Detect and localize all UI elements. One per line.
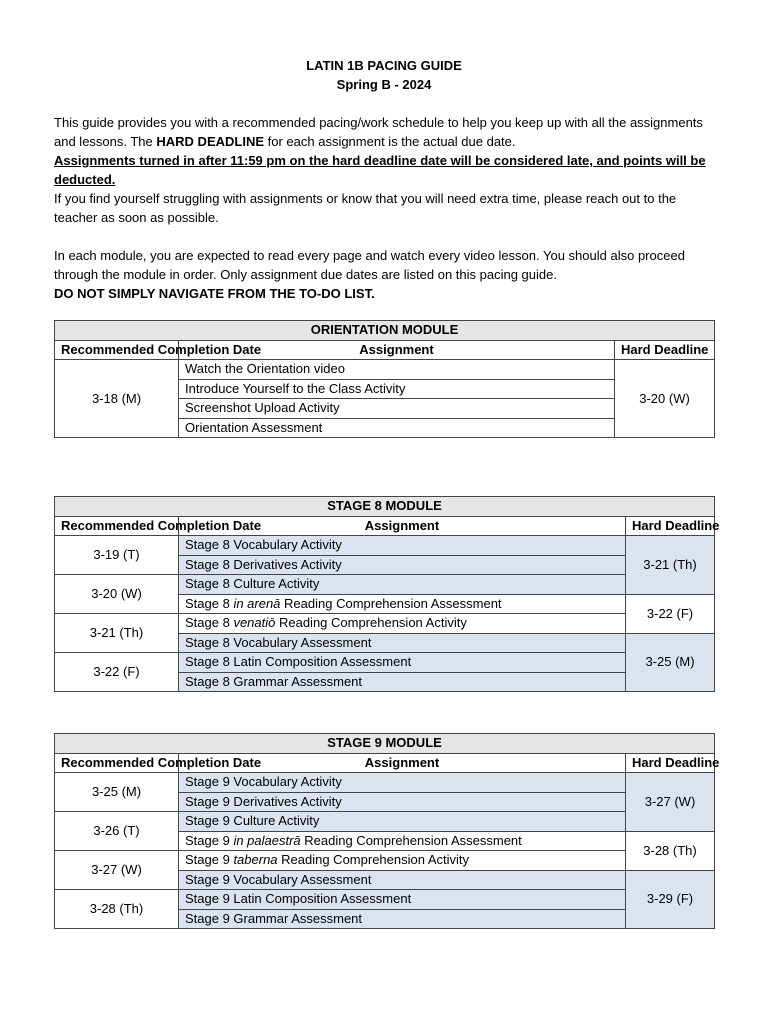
assignment-item: Stage 8 Vocabulary Activity xyxy=(179,536,626,556)
assignment-item: Stage 8 Latin Composition Assessment xyxy=(179,653,626,673)
hard-deadline-emphasis: HARD DEADLINE xyxy=(156,134,265,149)
intro-paragraph-2: If you find yourself struggling with assignments or know that you will need extra time, please reach out to the teacher as soon as possible. xyxy=(54,191,677,225)
completion-date: 3-20 (W) xyxy=(55,575,179,614)
stage-8-module-table xyxy=(54,496,720,692)
assignment-item: Stage 9 Latin Composition Assessment xyxy=(179,890,626,910)
orientation-module-table xyxy=(54,320,715,438)
hard-deadline-header: Hard Deadline xyxy=(626,516,715,536)
intro-block-2 xyxy=(54,246,714,303)
hard-deadline: 3-29 (F) xyxy=(626,870,715,929)
assignment-item: Stage 9 Derivatives Activity xyxy=(179,792,626,812)
completion-date: 3-28 (Th) xyxy=(55,890,179,929)
todo-list-warning: DO NOT SIMPLY NAVIGATE FROM THE TO-DO LIST. xyxy=(54,286,375,301)
hard-deadline-header: Hard Deadline xyxy=(626,753,715,773)
page-subtitle: Spring B - 2024 xyxy=(336,77,432,92)
stage-9-module-table xyxy=(54,733,720,929)
page-title: LATIN 1B PACING GUIDE xyxy=(306,58,462,73)
assignment-item: Stage 9 taberna Reading Comprehension Activity xyxy=(179,851,626,871)
assignment-header: Assignment xyxy=(179,516,626,536)
module-title: STAGE 9 MODULE xyxy=(55,734,715,754)
intro-paragraph-3: In each module, you are expected to read every page and watch every video lesson. You should also proceed through the module in order. Only assignment due dates are listed on this pacing guide. xyxy=(54,248,685,282)
assignment-item: Stage 9 Vocabulary Assessment xyxy=(179,870,626,890)
assignment-item: Stage 8 Culture Activity xyxy=(179,575,626,595)
hard-deadline: 3-22 (F) xyxy=(626,594,715,633)
hard-deadline: 3-27 (W) xyxy=(626,773,715,832)
completion-date-header: Recommended Completion Date xyxy=(55,753,179,773)
completion-date: 3-21 (Th) xyxy=(55,614,179,653)
completion-date: 3-19 (T) xyxy=(55,536,179,575)
completion-date-header: Recommended Completion Date xyxy=(55,340,179,360)
assignment-item: Stage 8 Grammar Assessment xyxy=(179,672,626,692)
assignment-header: Assignment xyxy=(179,340,615,360)
hard-deadline: 3-25 (M) xyxy=(626,633,715,692)
completion-date-header: Recommended Completion Date xyxy=(55,516,179,536)
hard-deadline: 3-20 (W) xyxy=(615,360,715,438)
assignment-header: Assignment xyxy=(179,753,626,773)
hard-deadline-header: Hard Deadline xyxy=(615,340,715,360)
assignment-item: Stage 8 venatiō Reading Comprehension Activity xyxy=(179,614,626,634)
module-title: STAGE 8 MODULE xyxy=(55,497,715,517)
late-warning: Assignments turned in after 11:59 pm on the hard deadline date will be considered late, and points will be deducted. xyxy=(54,153,706,187)
completion-date: 3-25 (M) xyxy=(55,773,179,812)
assignment-item: Screenshot Upload Activity xyxy=(179,399,615,419)
assignment-item: Introduce Yourself to the Class Activity xyxy=(179,379,615,399)
assignment-item: Orientation Assessment xyxy=(179,418,615,438)
assignment-item: Watch the Orientation video xyxy=(179,360,615,380)
assignment-item: Stage 9 in palaestrā Reading Comprehension Assessment xyxy=(179,831,626,851)
intro-block xyxy=(54,113,714,227)
completion-date: 3-26 (T) xyxy=(55,812,179,851)
hard-deadline: 3-21 (Th) xyxy=(626,536,715,595)
assignment-item: Stage 9 Culture Activity xyxy=(179,812,626,832)
module-title: ORIENTATION MODULE xyxy=(55,321,715,341)
assignment-item: Stage 9 Grammar Assessment xyxy=(179,909,626,929)
assignment-item: Stage 9 Vocabulary Activity xyxy=(179,773,626,793)
completion-date: 3-22 (F) xyxy=(55,653,179,692)
assignment-item: Stage 8 in arenā Reading Comprehension Assessment xyxy=(179,594,626,614)
hard-deadline: 3-28 (Th) xyxy=(626,831,715,870)
assignment-item: Stage 8 Derivatives Activity xyxy=(179,555,626,575)
completion-date: 3-18 (M) xyxy=(55,360,179,438)
completion-date: 3-27 (W) xyxy=(55,851,179,890)
assignment-item: Stage 8 Vocabulary Assessment xyxy=(179,633,626,653)
intro-paragraph-1: This guide provides you with a recommended pacing/work schedule to help you keep up with all the assignments and lessons. The HARD DEADLINE for each assignment is the actual due date. xyxy=(54,115,703,149)
